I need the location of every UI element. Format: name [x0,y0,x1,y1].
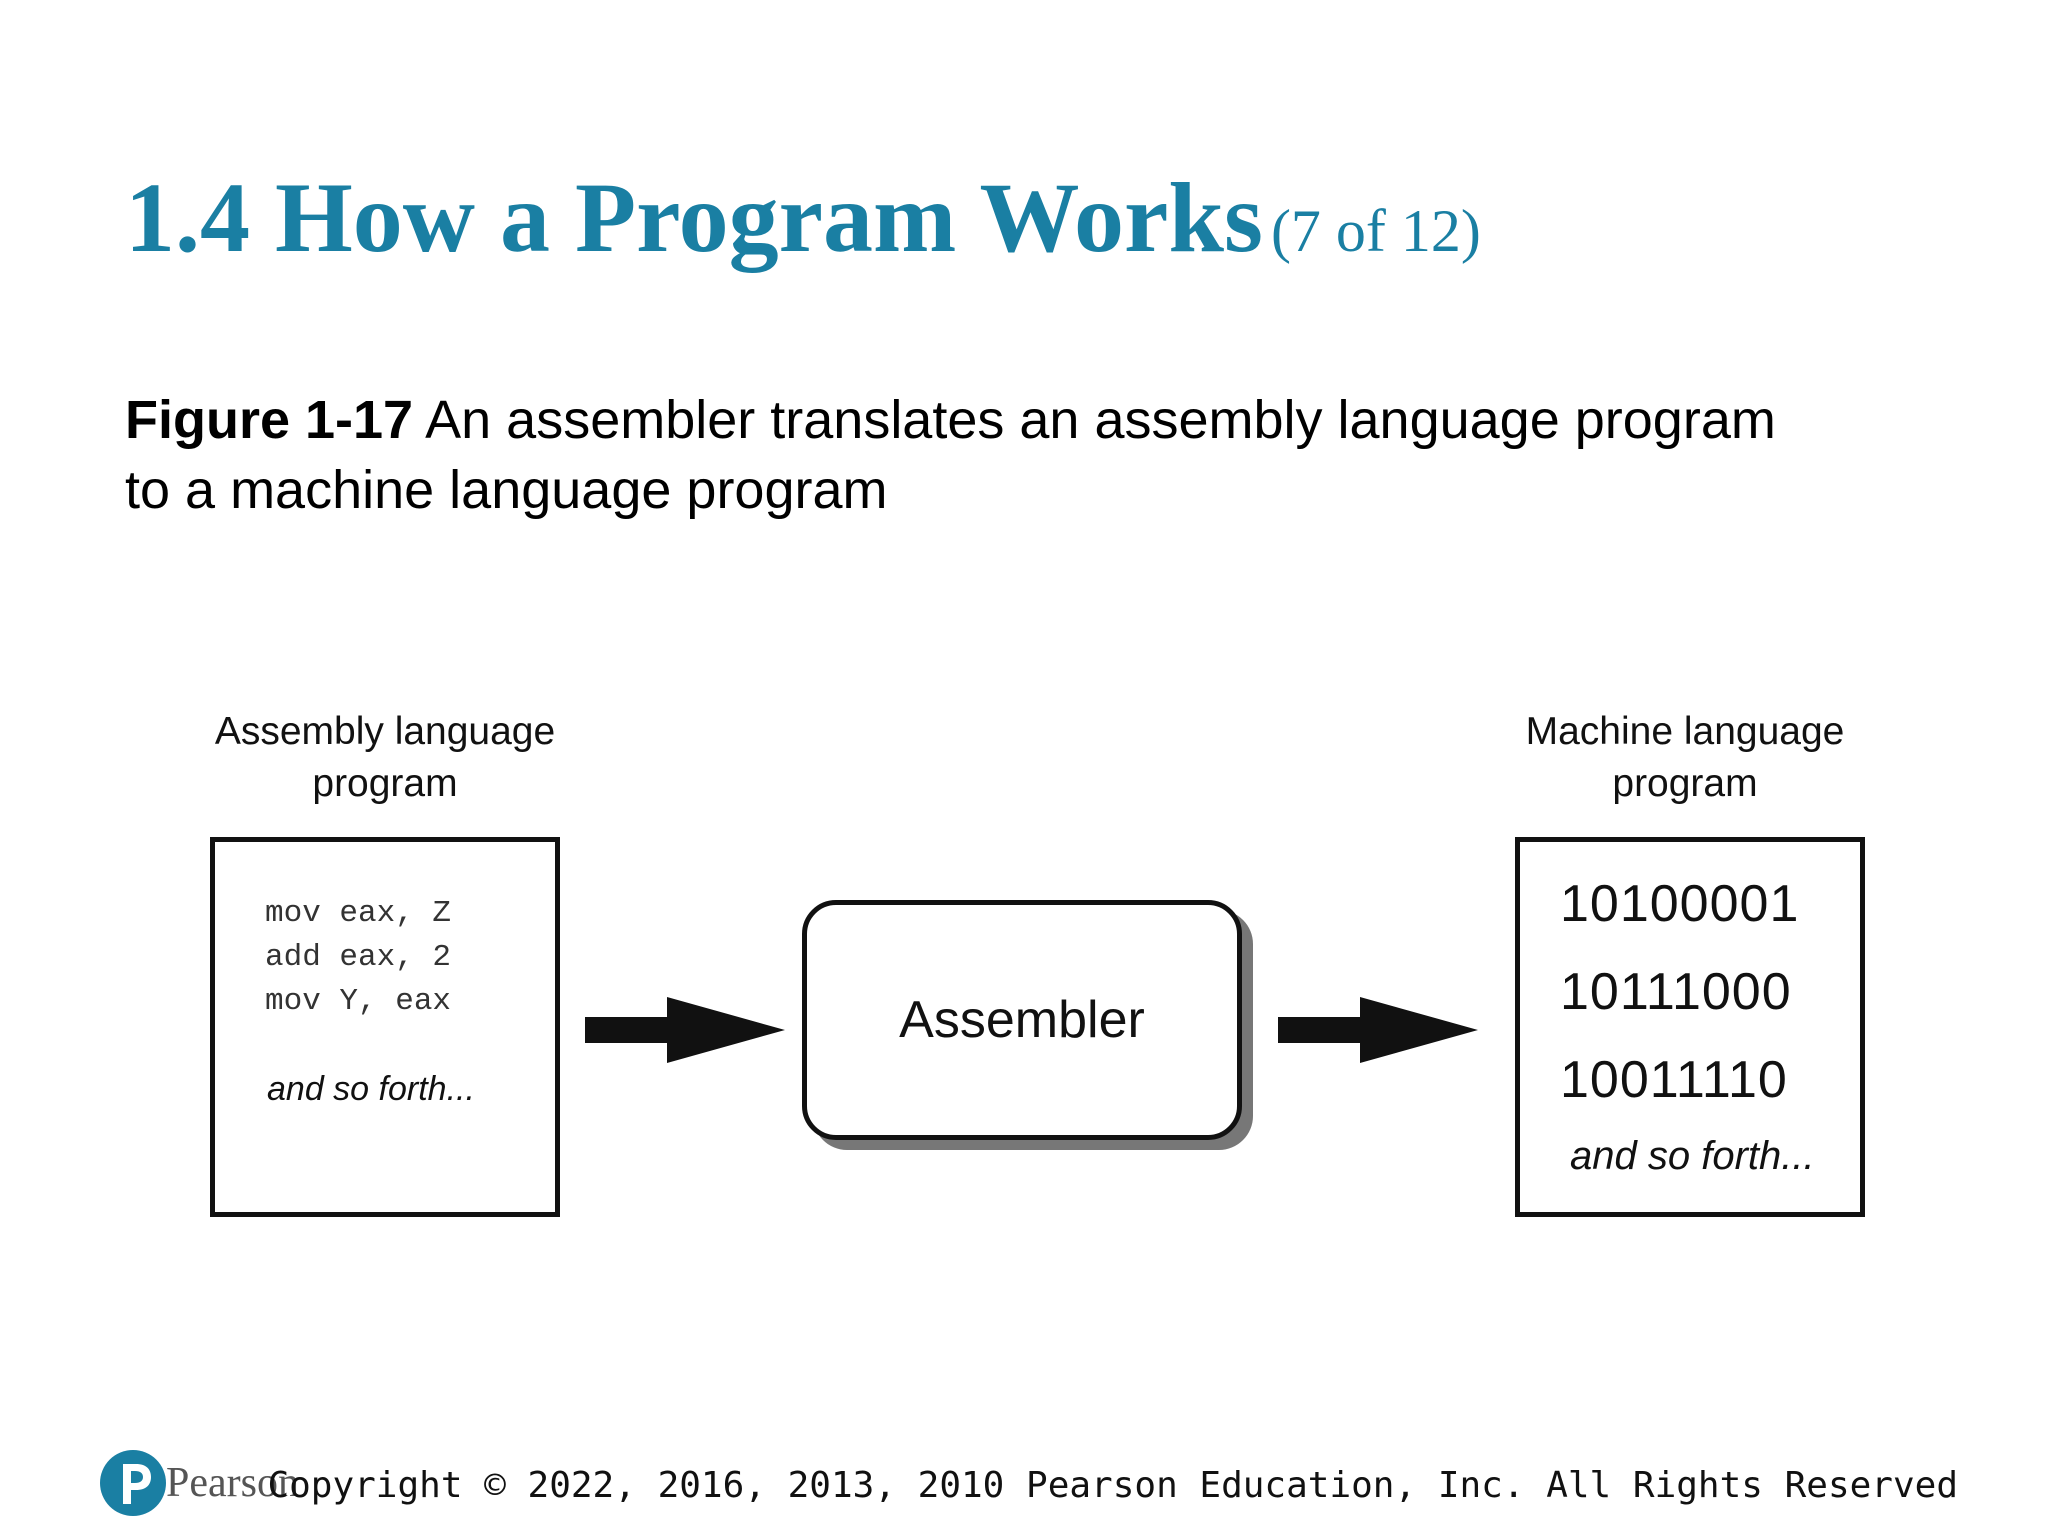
slide-title [125,162,1481,273]
assembly-label-line1: Assembly language [214,710,556,753]
binary-line: 10111000 [1560,963,1792,1021]
assembly-program-box [210,837,560,1217]
caption-text-line1: An assembler translates an assembly language program [413,390,1776,450]
right-arrow-icon [585,995,785,1065]
binary-line: 10100001 [1560,875,1800,933]
code-line: mov Y, eax [265,984,452,1019]
machine-label-line1: Machine language [1525,710,1845,753]
figure-caption [125,385,1945,525]
slide-counter: (7 of 12) [1270,198,1481,264]
machine-and-so-forth: and so forth... [1570,1134,1815,1178]
machine-label-line2: program [1612,762,1758,805]
pearson-p-logo-icon [98,1448,168,1518]
figure-label: Figure 1-17 [125,390,414,450]
code-line: add eax, 2 [265,940,452,975]
assembly-label-line2: program [312,762,458,805]
pearson-logo-text: Pearson [166,1460,299,1506]
code-line: mov eax, Z [265,896,452,931]
copyright-notice: Copyright © 2022, 2016, 2013, 2010 Pearson Education, Inc. All Rights Reserved [267,1465,1958,1506]
binary-line: 10011110 [1560,1051,1788,1109]
assembly-program-label [200,706,570,810]
caption-text-line2: to a machine language program [125,460,888,520]
slide-title-text: 1.4 How a Program Works [125,162,1263,273]
assembler-box [802,900,1242,1140]
right-arrow-icon [1278,995,1478,1065]
machine-program-label [1505,706,1865,810]
machine-program-box [1515,837,1865,1217]
assembler-label: Assembler [899,991,1145,1049]
assembly-and-so-forth: and so forth... [267,1070,475,1108]
